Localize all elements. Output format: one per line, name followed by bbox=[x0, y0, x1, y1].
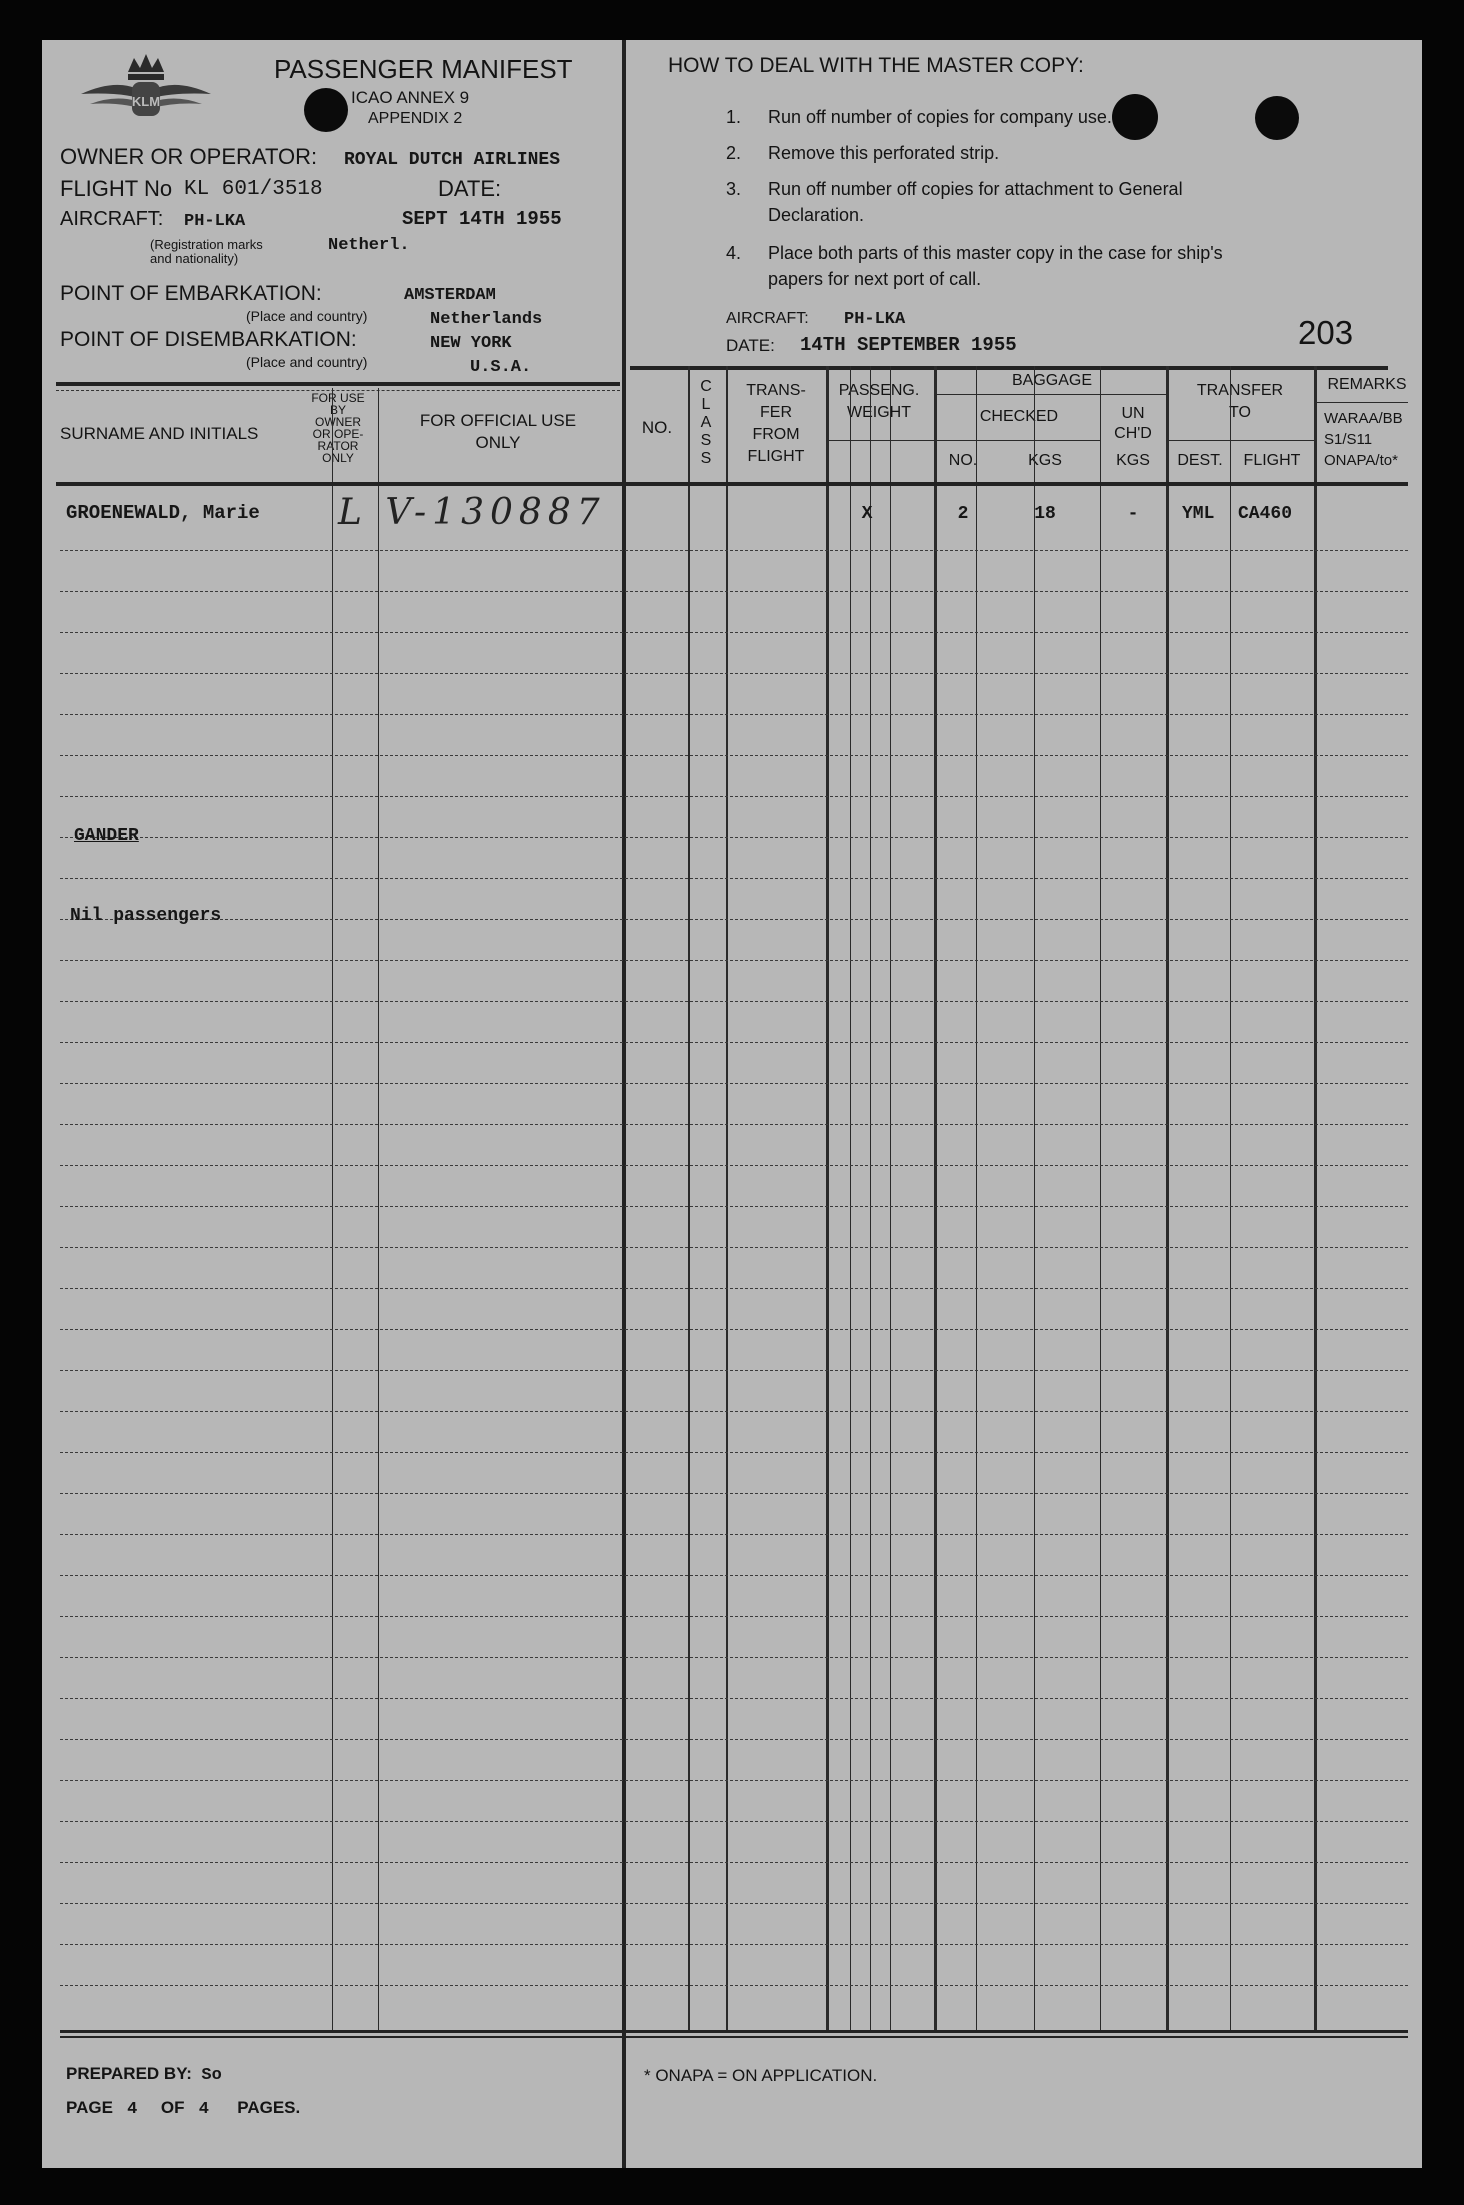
manifest-page bbox=[42, 40, 1422, 2168]
ruled-line bbox=[60, 1288, 1408, 1289]
col-for-use: FOR USE BY OWNER OR OPE- RATOR ONLY bbox=[311, 391, 365, 465]
ruled-line bbox=[60, 1780, 1408, 1781]
ruled-line bbox=[60, 1575, 1408, 1576]
nil-passengers-note: Nil passengers bbox=[70, 906, 222, 926]
copy-date-label: DATE: bbox=[726, 336, 775, 355]
copy-aircraft-label: AIRCRAFT: bbox=[726, 310, 809, 327]
embark-place-note: (Place and country) bbox=[246, 308, 368, 324]
transfer-flight: CA460 bbox=[1238, 504, 1293, 524]
ruled-line bbox=[60, 1083, 1408, 1084]
embark-value: AMSTERDAM bbox=[404, 286, 496, 305]
ruled-line bbox=[60, 1247, 1408, 1248]
ruled-line bbox=[60, 1739, 1408, 1740]
ruled-line bbox=[60, 1985, 1408, 1986]
column-line bbox=[332, 388, 333, 2030]
flight-label: FLIGHT No bbox=[60, 176, 173, 201]
ruled-line bbox=[60, 1124, 1408, 1125]
ruled-line bbox=[60, 1370, 1408, 1371]
col-flight: FLIGHT bbox=[1243, 452, 1301, 469]
instruction-2: 2. Remove this perforated strip. bbox=[726, 143, 1000, 163]
gander-note: GANDER bbox=[74, 826, 139, 846]
handwritten-official-entry: L V-130887 bbox=[338, 492, 606, 533]
owner-value: ROYAL DUTCH AIRLINES bbox=[344, 150, 561, 170]
aircraft-label: AIRCRAFT: bbox=[60, 208, 164, 230]
ruled-line bbox=[60, 960, 1408, 961]
instructions-title: HOW TO DEAL WITH THE MASTER COPY: bbox=[668, 54, 1084, 77]
page-stamp-number: 203 bbox=[1298, 314, 1354, 351]
owner-label: OWNER OR OPERATOR: bbox=[60, 144, 318, 169]
punch-hole bbox=[1112, 94, 1158, 140]
punch-hole bbox=[304, 88, 348, 132]
copy-date-value: 14TH SEPTEMBER 1955 bbox=[800, 334, 1017, 356]
ruled-line bbox=[60, 632, 1408, 633]
header-subrule bbox=[934, 440, 1100, 441]
ruled-line bbox=[60, 1493, 1408, 1494]
copy-aircraft-value: PH-LKA bbox=[844, 310, 906, 329]
ruled-line bbox=[60, 550, 1408, 551]
column-line bbox=[378, 388, 379, 2030]
ruled-line bbox=[60, 878, 1408, 879]
col-surname: SURNAME AND INITIALS bbox=[60, 424, 259, 443]
disembark-place-note: (Place and country) bbox=[246, 354, 368, 370]
col-transfer-to: TRANSFER TO bbox=[1196, 382, 1284, 421]
col-remarks: REMARKS bbox=[1327, 376, 1407, 393]
header-subrule bbox=[934, 394, 1166, 395]
ruled-line bbox=[60, 1821, 1408, 1822]
ruled-line bbox=[60, 1862, 1408, 1863]
ruled-line bbox=[60, 1698, 1408, 1699]
col-bag-no: NO. bbox=[948, 452, 978, 469]
ruled-line bbox=[60, 1944, 1408, 1945]
ruled-line bbox=[60, 591, 1408, 592]
date-label: DATE: bbox=[438, 176, 502, 201]
instruction-1: 1. Run off number of copies for company use. bbox=[726, 107, 1112, 127]
header-subrule bbox=[826, 440, 934, 441]
col-remarks-codes: WARAA/BB S1/S11 ONAPA/to* bbox=[1324, 410, 1403, 469]
date-value: SEPT 14TH 1955 bbox=[402, 208, 562, 230]
ruled-line bbox=[60, 1206, 1408, 1207]
perforation-divider bbox=[622, 40, 626, 2168]
col-transfer-from: TRANS- FER FROM FLIGHT bbox=[746, 382, 806, 465]
col-kgs: KGS bbox=[1028, 452, 1062, 469]
unchecked-kgs: - bbox=[1127, 504, 1139, 524]
aircraft-value: PH-LKA bbox=[184, 212, 246, 231]
ruled-line bbox=[60, 1452, 1408, 1453]
weight-mark: X bbox=[861, 504, 873, 524]
passenger-surname: GROENEWALD, Marie bbox=[66, 502, 260, 524]
bag-count: 2 bbox=[957, 504, 969, 524]
col-no: NO. bbox=[641, 418, 673, 437]
disembark-value: NEW YORK bbox=[430, 334, 512, 353]
ruled-line bbox=[60, 1903, 1408, 1904]
form-title: PASSENGER MANIFEST bbox=[274, 54, 573, 84]
appendix: APPENDIX 2 bbox=[368, 110, 463, 127]
col-passeng-weight: PASSENG. WEIGHT bbox=[838, 382, 920, 421]
transfer-dest: YML bbox=[1182, 504, 1215, 524]
instruction-3: 3. Run off number off copies for attachment to General Declaration. bbox=[726, 179, 1183, 225]
punch-hole bbox=[1255, 96, 1299, 140]
registration-note: (Registration marks and nationality) bbox=[150, 237, 263, 266]
ruled-line bbox=[60, 1534, 1408, 1535]
header-rule-right bbox=[630, 366, 1388, 370]
ruled-line bbox=[60, 1657, 1408, 1658]
svg-text:KLM: KLM bbox=[131, 94, 161, 109]
ruled-line bbox=[60, 919, 1408, 920]
embark-country: Netherlands bbox=[430, 310, 543, 329]
ruled-line bbox=[60, 755, 1408, 756]
table-bottom-rule bbox=[60, 2030, 1408, 2033]
header-subrule bbox=[1166, 440, 1316, 441]
ruled-line bbox=[60, 673, 1408, 674]
disembark-label: POINT OF DISEMBARKATION: bbox=[60, 328, 357, 351]
ruled-line bbox=[60, 1329, 1408, 1330]
col-official: FOR OFFICIAL USE ONLY bbox=[419, 411, 577, 452]
disembark-country: U.S.A. bbox=[470, 358, 532, 377]
ruled-line bbox=[60, 1411, 1408, 1412]
col-class: C L A S S bbox=[700, 378, 712, 467]
header-subrule bbox=[1314, 402, 1408, 403]
col-unchd: UN CH'D bbox=[1114, 405, 1152, 442]
ruled-line bbox=[60, 796, 1408, 797]
onapa-footnote: * ONAPA = ON APPLICATION. bbox=[644, 2066, 878, 2085]
flight-value: KL 601/3518 bbox=[184, 178, 323, 201]
col-checked: CHECKED bbox=[979, 408, 1059, 425]
col-baggage: BAGGAGE bbox=[1011, 372, 1093, 389]
klm-crown-logo bbox=[76, 50, 216, 130]
ruled-line bbox=[60, 1042, 1408, 1043]
nationality-value: Netherl. bbox=[328, 236, 410, 255]
ruled-line bbox=[60, 837, 1408, 838]
ruled-line bbox=[60, 1616, 1408, 1617]
ruled-line bbox=[60, 1001, 1408, 1002]
col-kgs-unchd: KGS bbox=[1116, 452, 1150, 469]
col-dest: DEST. bbox=[1177, 452, 1223, 469]
embark-label: POINT OF EMBARKATION: bbox=[60, 282, 322, 305]
bag-kgs: 18 bbox=[1034, 504, 1056, 524]
ruled-line bbox=[60, 714, 1408, 715]
header-rule-left bbox=[56, 382, 620, 386]
ruled-line bbox=[60, 1165, 1408, 1166]
page-count: PAGE 4 OF 4 PAGES. bbox=[66, 2098, 301, 2119]
icao-annex: ICAO ANNEX 9 bbox=[351, 88, 470, 107]
instruction-4: 4. Place both parts of this master copy in the case for ship's papers for next port of call. bbox=[726, 243, 1223, 289]
prepared-by: PREPARED BY: So bbox=[66, 2064, 222, 2085]
header-bottom-rule bbox=[56, 482, 1408, 486]
table-bottom-rule bbox=[60, 2036, 1408, 2038]
